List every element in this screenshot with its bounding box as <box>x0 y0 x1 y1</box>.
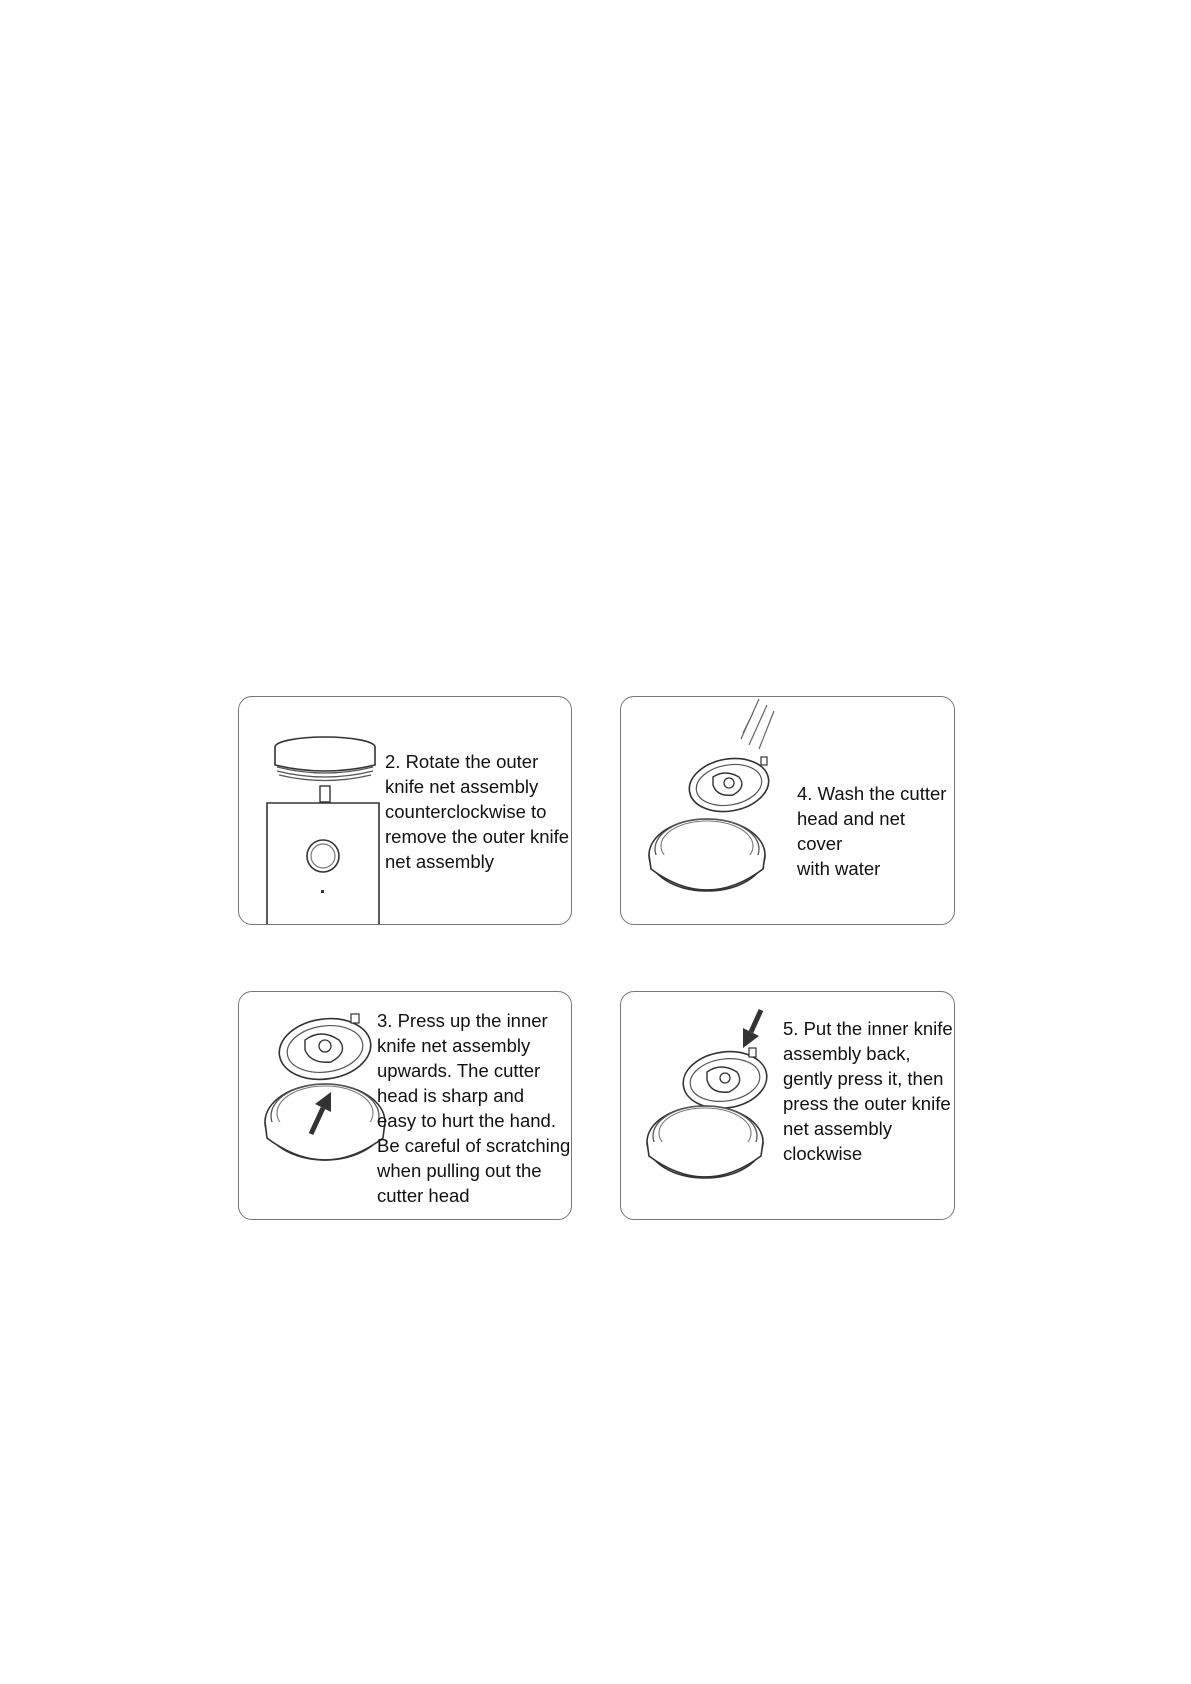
step-3-panel <box>238 991 572 1220</box>
down-arrow <box>743 1010 761 1048</box>
step-2-text: 2. Rotate the outer knife net assembly counterclockwise to remove the outer knife net assembly <box>385 751 570 872</box>
step-5-text: 5. Put the inner knife assembly back, gently press it, then press the outer knife net assembly clockwise <box>783 1018 953 1164</box>
outer-ring <box>265 1084 385 1160</box>
cutter-head-piece <box>685 752 773 817</box>
inner-knife-piece <box>275 1013 374 1085</box>
inner-knife-piece <box>680 1046 771 1113</box>
step-5-panel <box>620 991 955 1220</box>
step-4-text: 4. Wash the cutter head and net cover with water <box>797 783 947 879</box>
step-2-panel <box>238 696 572 925</box>
water-streaks <box>741 699 774 749</box>
outer-ring <box>647 1106 763 1178</box>
step-3-text: 3. Press up the inner knife net assembly upwards. The cutter head is sharp and easy to hurt the hand. Be careful of scratching when pulling out the cutter head <box>377 1010 571 1206</box>
net-cover-ring <box>649 819 765 891</box>
step-4-panel <box>620 696 955 925</box>
